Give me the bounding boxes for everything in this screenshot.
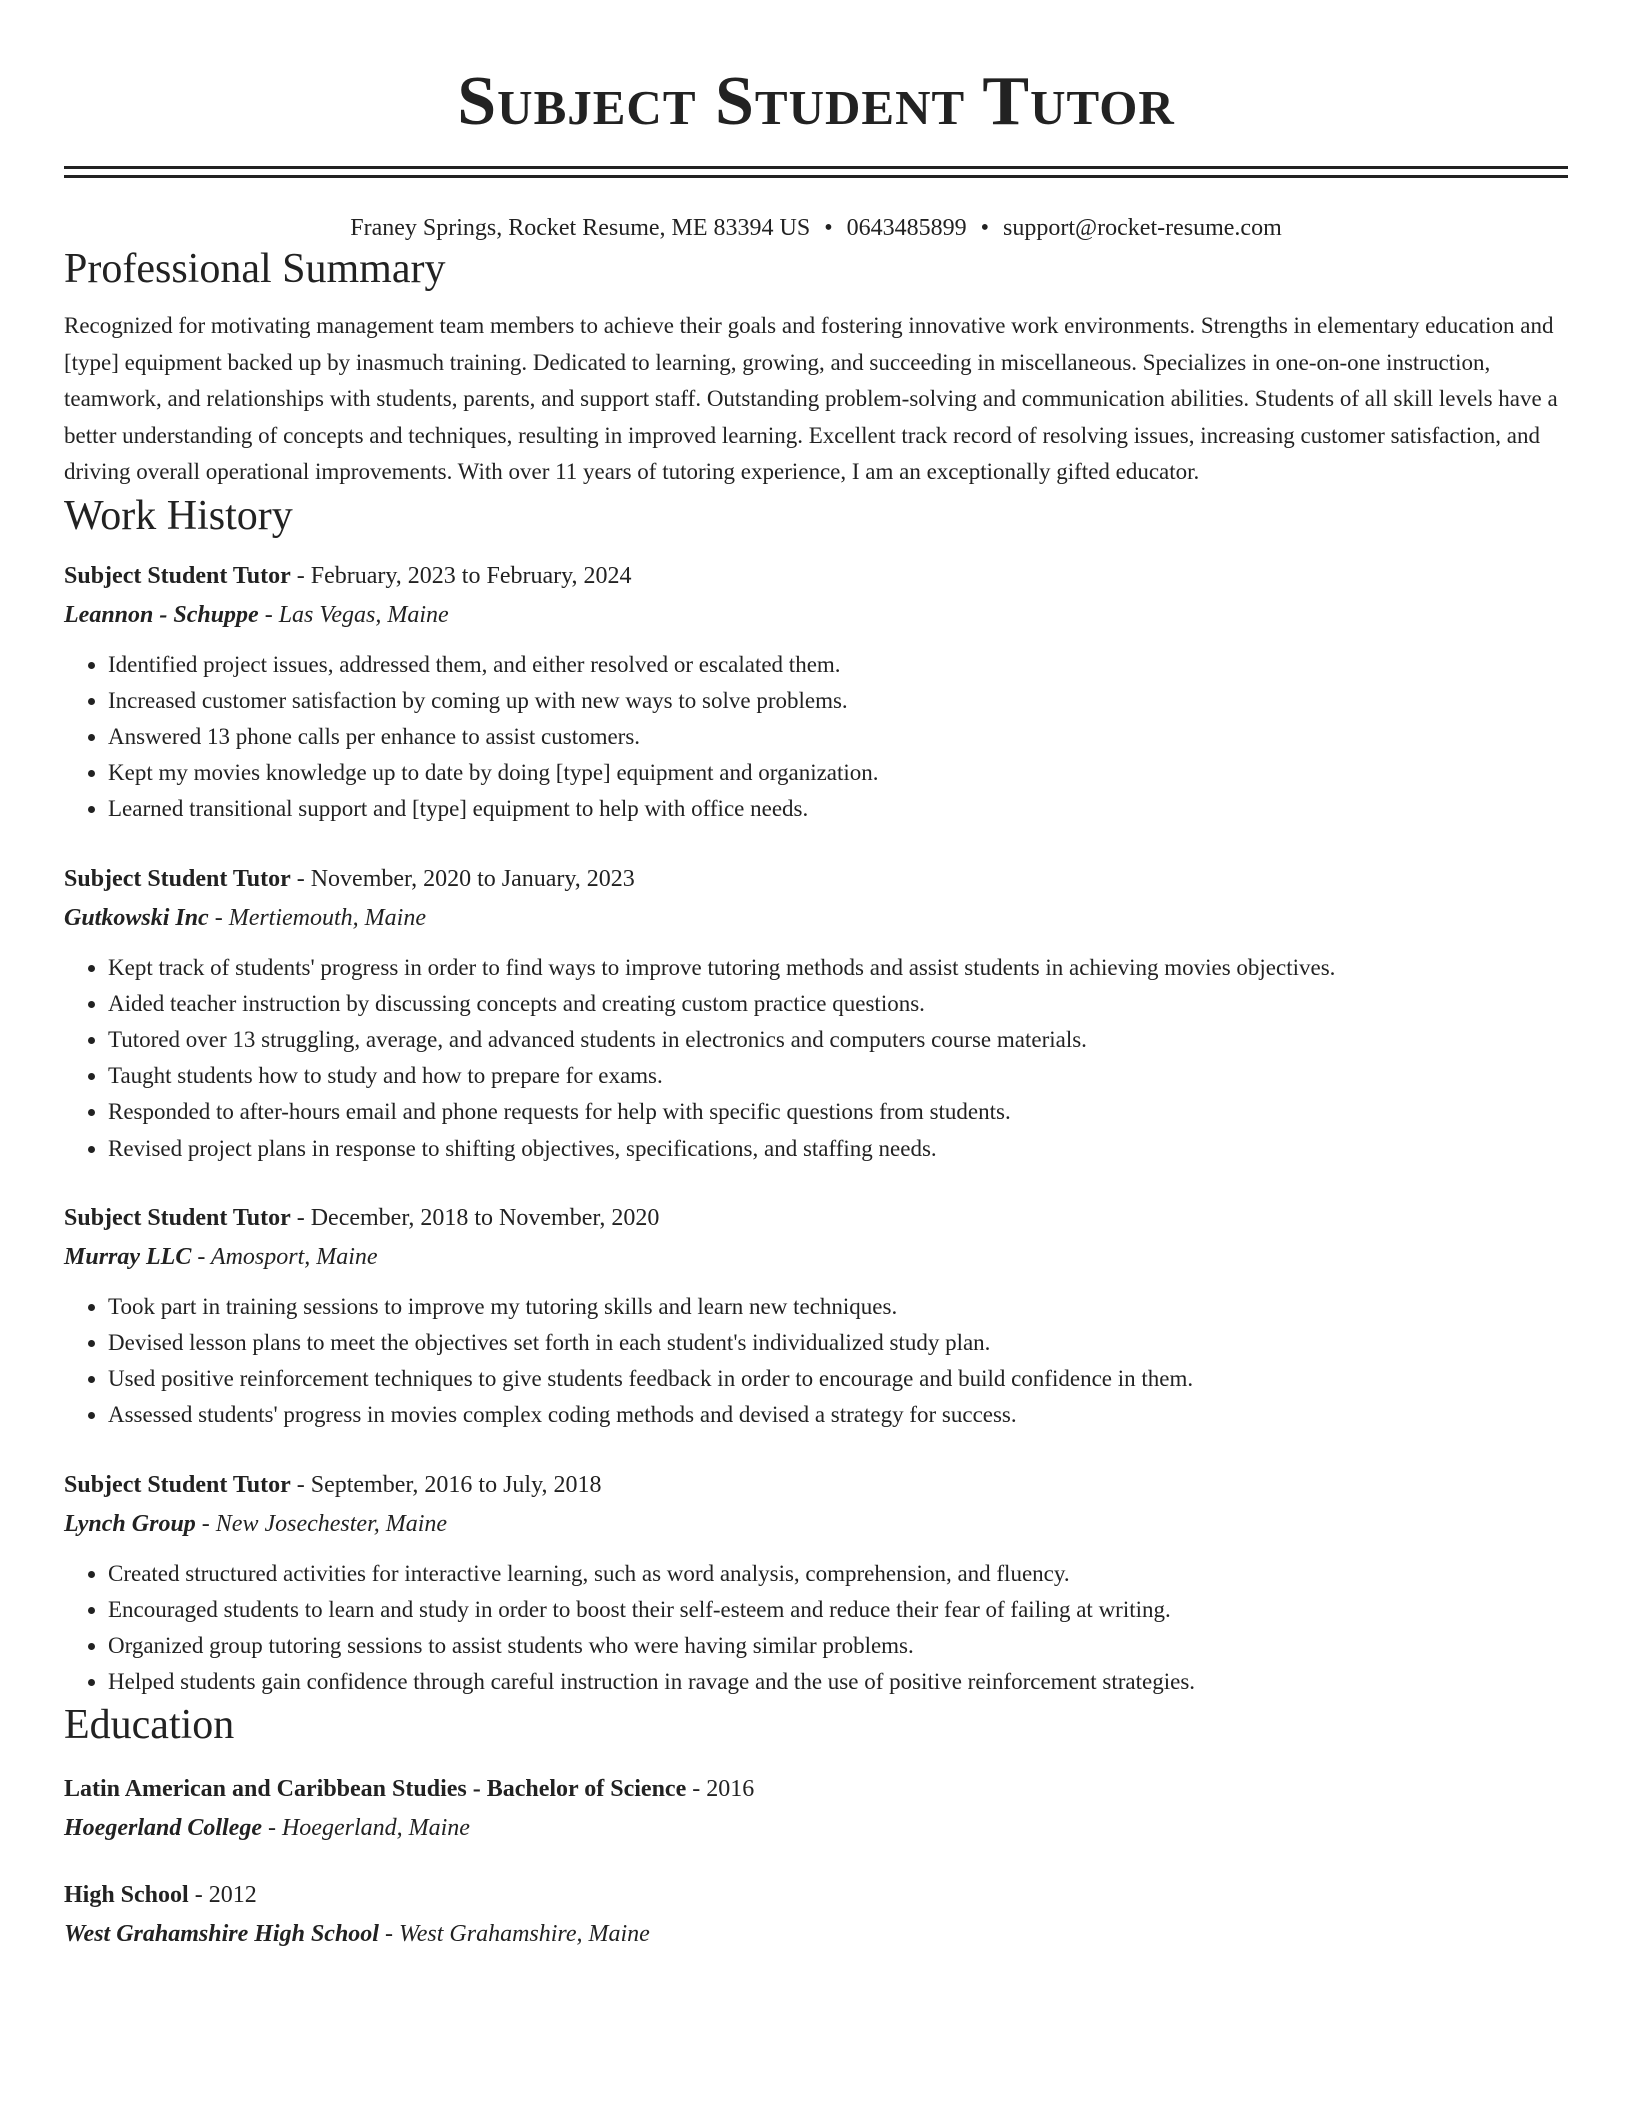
education-year: - 2016 <box>686 1776 755 1803</box>
job-company: Gutkowski Inc <box>64 904 209 931</box>
job-location: - Las Vegas, Maine <box>258 601 449 628</box>
education-degree: High School <box>64 1882 189 1909</box>
header-divider-top <box>64 166 1568 169</box>
job-bullet: • Organized group tutoring sessions to assist students who were having similar problems. <box>108 1628 1568 1664</box>
job-title-line <box>64 1466 1568 1504</box>
contact-phone: 0643485899 <box>846 215 967 241</box>
job-bullet: • Responded to after-hours email and phone requests for help with specific questions from students. <box>108 1094 1568 1130</box>
contact-line <box>64 212 1568 244</box>
education-location: - Hoegerland, Maine <box>261 1815 470 1842</box>
education-school: West Grahamshire High School <box>64 1921 379 1948</box>
job-bullets <box>64 1556 1568 1701</box>
contact-separator: • <box>824 215 833 241</box>
job-bullets <box>64 1289 1568 1434</box>
job-dates: - February, 2023 to February, 2024 <box>290 562 632 589</box>
job-bullet: • Aided teacher instruction by discussing concepts and creating custom practice questions. <box>108 986 1568 1022</box>
job-bullet: • Taught students how to study and how to prepare for exams. <box>108 1058 1568 1094</box>
resume-page <box>64 0 1568 1954</box>
job-title: Subject Student Tutor <box>64 1204 291 1231</box>
job-bullet: • Encouraged students to learn and study in order to boost their self-esteem and reduce their fear of failing at writing. <box>108 1592 1568 1628</box>
job-title-line <box>64 557 1568 595</box>
job-dates: - November, 2020 to January, 2023 <box>290 865 635 892</box>
job-company: Lynch Group <box>64 1510 196 1537</box>
job-bullet: • Helped students gain confidence through careful instruction in ravage and the use of positive reinforcement strategies. <box>108 1664 1568 1700</box>
job-bullets <box>64 950 1568 1167</box>
job-location: - New Josechester, Maine <box>195 1510 448 1537</box>
education-entry <box>64 1770 1568 1848</box>
education-degree-line <box>64 1770 1568 1808</box>
education-entry <box>64 1876 1568 1954</box>
job-entry <box>64 557 1568 828</box>
job-title: Subject Student Tutor <box>64 562 291 589</box>
job-title-line <box>64 1199 1568 1237</box>
summary-text: Recognized for motivating management team members to achieve their goals and fostering innovative work environments. Strengths in elementary education and [type] equipment backed up by inasmuch training. Dedicated to learning, growing, and succeeding in miscellaneous. Specializes in one-on-one instruction, teamwork, and relationships with students, parents, and support staff. Outstanding problem-solving and communication abilities. Students of all skill levels have a better understanding of concepts and techniques, resulting in improved learning. Excellent track record of resolving issues, increasing customer satisfaction, and driving overall operational improvements. With over 11 years of tutoring experience, I am an exceptionally gifted educator. <box>64 313 1558 484</box>
job-entry <box>64 1199 1568 1434</box>
job-employer-line <box>64 595 1568 635</box>
contact-separator: • <box>980 215 990 241</box>
job-bullet: • Kept my movies knowledge up to date by doing [type] equipment and organization. <box>108 755 1568 791</box>
job-employer-line <box>64 1504 1568 1544</box>
job-company: Murray LLC <box>64 1243 192 1270</box>
section-heading-education: Education <box>64 1702 235 1749</box>
job-bullet: • Kept track of students' progress in order to find ways to improve tutoring methods and assist students in achieving movies objectives. <box>108 950 1568 986</box>
contact-address: Franey Springs, Rocket Resume, ME 83394 US <box>350 215 811 241</box>
education-school: Hoegerland College <box>64 1815 262 1842</box>
job-bullets <box>64 647 1568 828</box>
job-bullet: • Devised lesson plans to meet the objectives set forth in each student's individualized study plan. <box>108 1325 1568 1361</box>
education-degree: Latin American and Caribbean Studies - Bachelor of Science <box>64 1776 687 1803</box>
job-title-line <box>64 860 1568 898</box>
job-employer-line <box>64 1237 1568 1277</box>
section-heading-summary: Professional Summary <box>64 246 446 292</box>
job-bullet: • Assessed students' progress in movies complex coding methods and devised a strategy for success. <box>108 1397 1568 1433</box>
job-bullet: • Revised project plans in response to shifting objectives, specifications, and staffing needs. <box>108 1131 1568 1167</box>
job-dates: - December, 2018 to November, 2020 <box>290 1204 660 1231</box>
education-location: - West Grahamshire, Maine <box>378 1921 650 1948</box>
job-entry <box>64 860 1568 1167</box>
job-title: Subject Student Tutor <box>64 865 291 892</box>
education-school-line <box>64 1808 1568 1848</box>
job-company: Leannon - Schuppe <box>64 601 259 628</box>
header-divider-bottom <box>64 175 1568 178</box>
job-bullet: • Increased customer satisfaction by coming up with new ways to solve problems. <box>108 683 1568 719</box>
job-location: - Amosport, Maine <box>191 1243 378 1270</box>
job-bullet: • Identified project issues, addressed them, and either resolved or escalated them. <box>108 647 1568 683</box>
job-bullet: • Created structured activities for interactive learning, such as word analysis, comprehension, and fluency. <box>108 1556 1568 1592</box>
job-bullet: • Answered 13 phone calls per enhance to assist customers. <box>108 719 1568 755</box>
job-location: - Mertiemouth, Maine <box>208 904 426 931</box>
candidate-name: Subject Student Tutor <box>457 63 1175 140</box>
job-title: Subject Student Tutor <box>64 1471 291 1498</box>
section-heading-work-history: Work History <box>64 492 293 539</box>
education-year: - 2012 <box>188 1882 257 1909</box>
job-bullet: • Took part in training sessions to improve my tutoring skills and learn new techniques. <box>108 1289 1568 1325</box>
job-bullet: • Learned transitional support and [type] equipment to help with office needs. <box>108 791 1568 827</box>
job-entry <box>64 1466 1568 1701</box>
job-bullet: • Used positive reinforcement techniques to give students feedback in order to encourage and build confidence in them. <box>108 1361 1568 1397</box>
education-school-line <box>64 1914 1568 1954</box>
education-degree-line <box>64 1876 1568 1914</box>
contact-email: support@rocket-resume.com <box>1003 215 1282 241</box>
job-employer-line <box>64 898 1568 938</box>
job-dates: - September, 2016 to July, 2018 <box>290 1471 602 1498</box>
job-bullet: • Tutored over 13 struggling, average, and advanced students in electronics and computers course materials. <box>108 1022 1568 1058</box>
